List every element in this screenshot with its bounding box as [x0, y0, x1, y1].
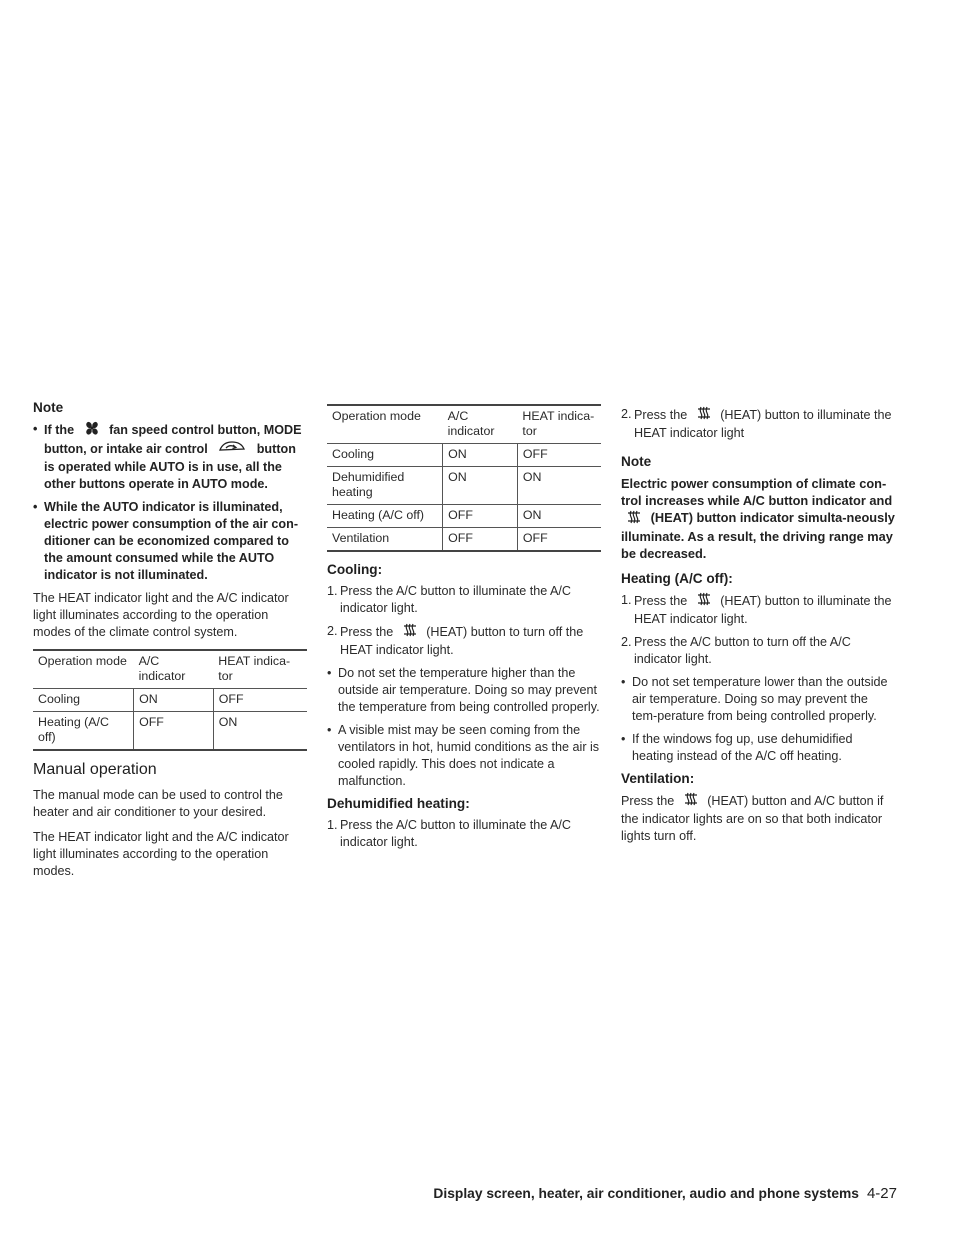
table-row: Operation mode A/C indicator HEAT indica-tor [33, 650, 307, 689]
table-row: Cooling ON OFF [33, 689, 307, 712]
manual-paragraph-2: The HEAT indicator light and the A/C indicator light illuminates according to the operation modes. [33, 830, 289, 878]
dehumidified-step-1: 1. Press the A/C button to illuminate the A/C indicator light. [327, 818, 572, 849]
fan-icon [84, 421, 100, 440]
dehumidified-step-2: 2. Press the (HEAT) button to illuminate the HEAT indicator light [621, 407, 892, 440]
note-item-1: • If the fan speed control button, MODE button, or intake air control button is operated while AUTO is in use, all the other buttons operate in AUTO mode. [33, 421, 307, 493]
table-row: Heating (A/C off) OFF ON [327, 505, 601, 528]
cooling-step-1: 1. Press the A/C button to illuminate the A/C indicator light. [327, 584, 572, 615]
heating-bullet-2: • If the windows fog up, use dehumidified heating instead of the A/C off heating. [621, 731, 895, 765]
table-row: Heating (A/C off) OFF ON [33, 712, 307, 751]
mode-table-1 [33, 649, 307, 751]
mode-table-2 [327, 404, 601, 552]
heating-bullet-1: • Do not set temperature lower than the outside air temperature. Doing so may prevent the tem-perature from being controlled properly. [621, 674, 895, 725]
table-row: Operation mode A/C indicator HEAT indica-tor [327, 405, 601, 444]
cooling-heading: Cooling: [327, 562, 383, 577]
column-3 [621, 406, 895, 853]
intro-paragraph: The HEAT indicator light and the A/C indicator light illuminates according to the operation modes of the climate control system. [33, 591, 289, 639]
table-row: Cooling ON OFF [327, 444, 601, 467]
footer-section-title: Display screen, heater, air conditioner, audio and phone systems [433, 1186, 859, 1201]
intake-air-icon [217, 440, 247, 459]
page-number: 4-27 [866, 1185, 897, 1202]
heating-step-1: 1. Press the (HEAT) button to illuminate the HEAT indicator light. [621, 592, 892, 626]
note-heading: Note [33, 400, 64, 415]
ventilation-heading: Ventilation: [621, 770, 695, 786]
column-1 [33, 400, 307, 888]
cooling-step-2: 2. Press the (HEAT) button to turn off the HEAT indicator light. [327, 624, 584, 657]
table-row: Ventilation OFF OFF [327, 528, 601, 552]
manual-paragraph-1: The manual mode can be used to control the heater and air conditioner to your desired. [33, 788, 283, 819]
heat-icon [697, 406, 711, 425]
page-footer [397, 1185, 897, 1202]
note-heading-2: Note [621, 454, 652, 469]
note-item-2: • While the AUTO indicator is illuminated, electric power consumption of the air con-ditioner can be economized compared to the amount consumed while the AUTO indicator is not illuminated. [33, 499, 307, 584]
cooling-bullet-1: • Do not set the temperature higher than the outside air temperature. Doing so may prevent the temperature from being controlled properly. [327, 665, 601, 716]
dehumidified-heading: Dehumidified heating: [327, 796, 470, 811]
note-paragraph: Electric power consumption of climate con-trol increases while A/C button indicator and (HEAT) button indicator simulta-neously illuminate. As a result, the driving range may be decreased. [621, 476, 895, 562]
cooling-bullet-2: • A visible mist may be seen coming from the ventilators in hot, humid conditions as the air is cooled rapidly. This does not indicate a malfunction. [327, 722, 601, 790]
table-row: Dehumidified heating ON ON [327, 467, 601, 505]
manual-operation-heading: Manual operation [33, 761, 157, 778]
heat-icon [697, 592, 711, 611]
heat-icon [403, 623, 417, 642]
heat-icon [627, 510, 641, 528]
heating-step-2: 2. Press the A/C button to turn off the A/C indicator light. [621, 634, 851, 666]
heating-ac-off-heading: Heating (A/C off): [621, 570, 733, 586]
ventilation-paragraph: Press the (HEAT) button and A/C button if the indicator lights are on so that both indicator lights turn off. [621, 793, 884, 843]
heat-icon [684, 792, 698, 811]
column-2 [327, 404, 601, 857]
